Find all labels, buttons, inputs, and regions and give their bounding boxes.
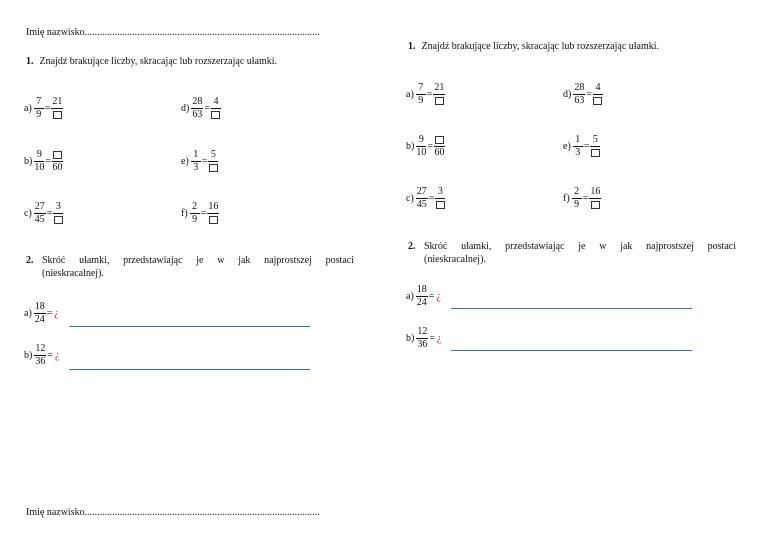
fraction: 5 bbox=[590, 135, 600, 158]
answer-box[interactable] bbox=[435, 136, 444, 144]
fraction: 5 bbox=[208, 150, 218, 173]
left-exercise-c: c) $\frac{27}{45}$ = 3 bbox=[24, 202, 63, 225]
fraction: $\frac{9}{10}$ bbox=[34, 149, 45, 173]
fraction: 21 bbox=[51, 97, 63, 120]
answer-line[interactable] bbox=[69, 326, 310, 327]
fraction: 3 bbox=[53, 202, 63, 225]
answer-line[interactable] bbox=[451, 308, 692, 309]
name-dots: .............................................................................................. bbox=[84, 507, 320, 518]
answer-line[interactable] bbox=[69, 369, 310, 370]
fraction: $\frac{12}{36}$ bbox=[417, 326, 428, 350]
fraction: $\frac{18}{24}$ bbox=[34, 301, 45, 325]
answer-box[interactable] bbox=[436, 201, 445, 209]
fraction: 16 bbox=[589, 187, 601, 210]
fraction: $\frac{2}{9}$ bbox=[190, 202, 200, 225]
fraction: $\frac{1}{3}$ bbox=[191, 150, 201, 173]
name-dots: .............................................................................................. bbox=[84, 27, 320, 38]
answer-box[interactable] bbox=[211, 111, 220, 119]
left-task2-title: 2. Skróć ułamki, przedstawiając je w jak najprostszej postaci (nieskracalnej). bbox=[26, 255, 354, 279]
answer-box[interactable] bbox=[53, 111, 62, 119]
fraction: $\frac{27}{45}$ bbox=[34, 201, 45, 225]
name-label: Imię nazwisko bbox=[26, 27, 85, 38]
answer-box[interactable] bbox=[54, 216, 63, 224]
left-task1-title: 1. Znajdź brakujące liczby, skracając lub rozszerzając ułamki. bbox=[26, 56, 278, 67]
fraction: $\frac{1}{3}$ bbox=[573, 135, 583, 158]
right-exercise-a: a) $\frac{7}{9}$ = 21 bbox=[406, 82, 445, 106]
right-task2-a: a) $\frac{18}{24}$ = ¿ bbox=[406, 284, 441, 308]
left-task2-b: b) $\frac{12}{36}$ = ¿ bbox=[24, 343, 60, 367]
fraction: 21 bbox=[433, 83, 445, 106]
name-label: Imię nazwisko bbox=[26, 507, 85, 518]
fraction: 60 bbox=[434, 135, 445, 158]
fraction: 4 bbox=[211, 97, 221, 120]
answer-line[interactable] bbox=[451, 350, 692, 351]
fraction: $\frac{12}{36}$ bbox=[35, 343, 46, 367]
left-exercise-e: e) $\frac{1}{3}$ = 5 bbox=[181, 150, 218, 173]
fraction: 4 bbox=[593, 83, 603, 106]
left-exercise-d: d) $\frac{28}{63}$ = 4 bbox=[181, 97, 221, 120]
answer-box[interactable] bbox=[591, 201, 600, 209]
right-exercise-d: d) $\frac{28}{63}$ = 4 bbox=[563, 83, 603, 106]
fraction: 16 bbox=[207, 202, 219, 225]
answer-box[interactable] bbox=[53, 151, 62, 159]
left-exercise-f: f) $\frac{2}{9}$ = 16 bbox=[181, 201, 219, 225]
right-task1-title: 1. Znajdź brakujące liczby, skracając lub rozszerzając ułamki. bbox=[408, 41, 660, 52]
right-exercise-b: b) $\frac{9}{10}$ = 60 bbox=[406, 134, 445, 158]
answer-box[interactable] bbox=[435, 97, 444, 105]
right-exercise-f: f) $\frac{2}{9}$ = 16 bbox=[563, 186, 601, 210]
fraction: $\frac{9}{10}$ bbox=[416, 134, 427, 158]
fraction: $\frac{18}{24}$ bbox=[416, 284, 427, 308]
fraction: $\frac{27}{45}$ bbox=[416, 186, 427, 210]
fraction: 3 bbox=[435, 187, 445, 210]
answer-box[interactable] bbox=[209, 216, 218, 224]
fraction: 60 bbox=[52, 150, 63, 173]
fraction: $\frac{7}{9}$ bbox=[416, 83, 426, 106]
left-exercise-b: b) $\frac{9}{10}$ = 60 bbox=[24, 149, 63, 173]
name-line-top bbox=[26, 27, 320, 38]
fraction: $\frac{28}{63}$ bbox=[192, 96, 203, 120]
left-exercise-a: a) $\frac{7}{9}$ = 21 bbox=[24, 96, 63, 120]
fraction: $\frac{7}{9}$ bbox=[34, 97, 44, 120]
name-line-bottom bbox=[26, 507, 320, 518]
fraction: $\frac{28}{63}$ bbox=[574, 82, 585, 106]
answer-box[interactable] bbox=[209, 164, 218, 172]
right-exercise-e: e) $\frac{1}{3}$ = 5 bbox=[563, 135, 600, 158]
right-task2-b: b) $\frac{12}{36}$ = ¿ bbox=[406, 326, 442, 350]
answer-box[interactable] bbox=[591, 149, 600, 157]
answer-box[interactable] bbox=[593, 97, 602, 105]
left-task2-a: a) $\frac{18}{24}$ = ¿ bbox=[24, 301, 59, 325]
right-task2-title: 2. Skróć ułamki, przedstawiając je w jak najprostszej postaci (nieskracalnej). bbox=[408, 241, 736, 265]
right-exercise-c: c) $\frac{27}{45}$ = 3 bbox=[406, 187, 445, 210]
fraction: $\frac{2}{9}$ bbox=[572, 187, 582, 210]
